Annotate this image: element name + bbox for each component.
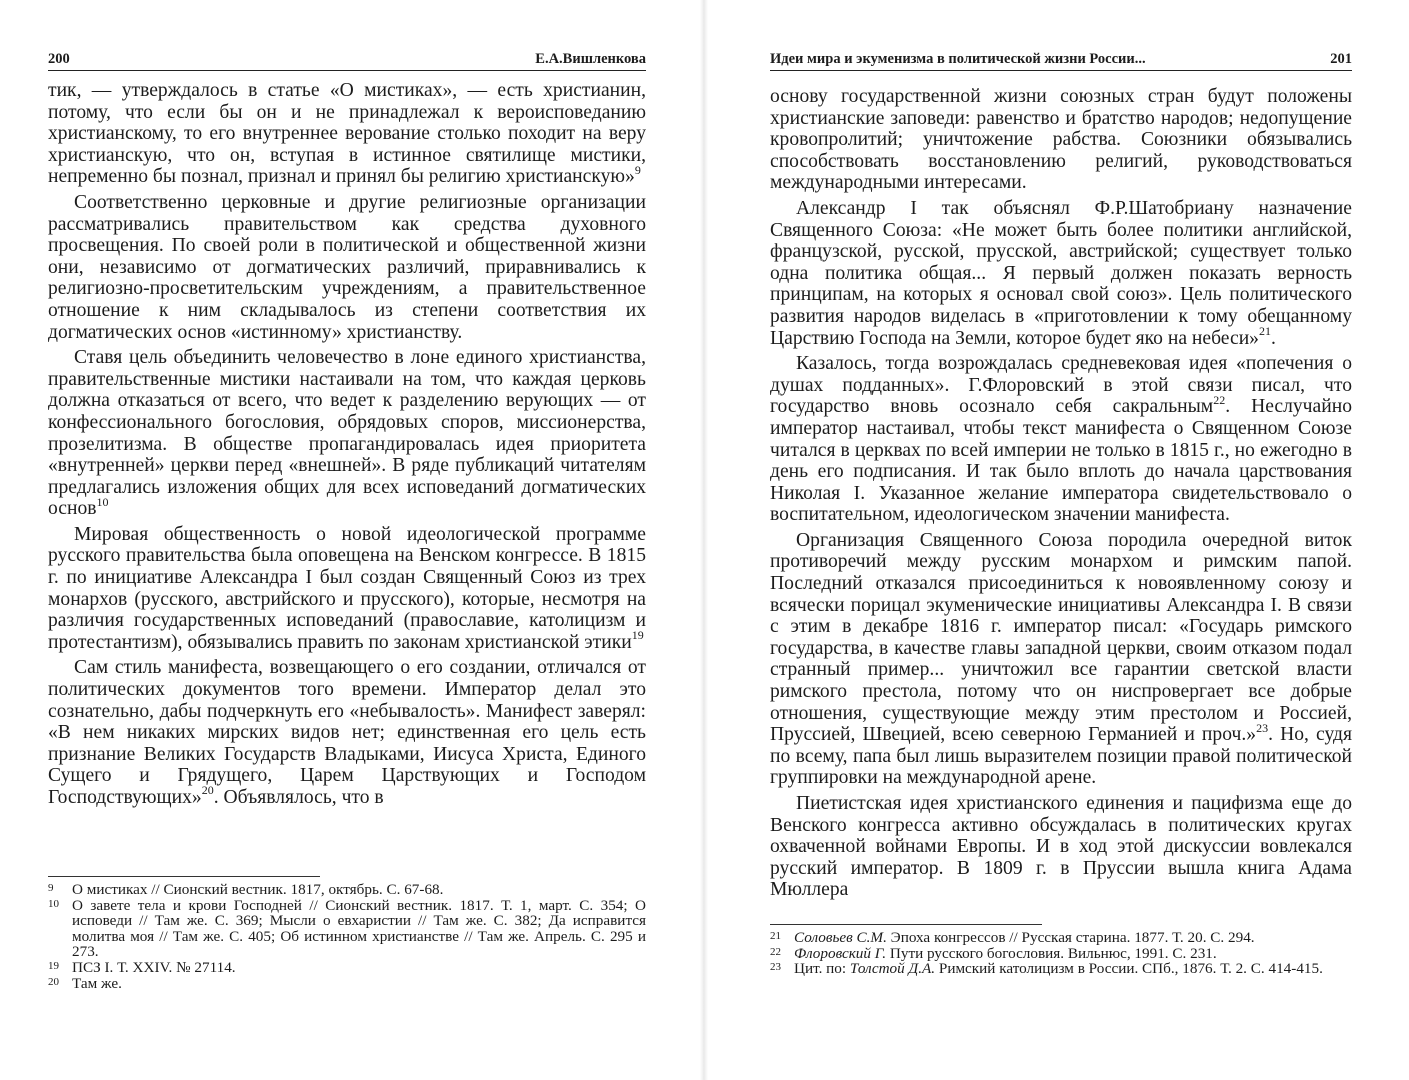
paragraph: Сам стиль манифеста, возвещающего о его создании, отличался от политических документов того времени. Император делал это сознательно, дабы подчеркнуть его «небывалость». Манифест заверял: «В нем никаких мирских видов нет; единственная его цель есть признание Великих Государств Владыками, Иисуса Христа, Единого Сущего и Грядущего, Царем Царствующих и Господом Господствующих»$^{20}$. Объявлялось, что в — [48, 657, 646, 808]
footnote-ref: 20 — [201, 783, 214, 798]
running-head-title: Идеи мира и экуменизма в политической жизни России... — [770, 51, 1146, 67]
left-running-head — [48, 48, 646, 71]
right-footnotes — [770, 930, 1352, 977]
footnote-ref: 9 — [634, 162, 641, 177]
running-head-author: Е.А.Вишленкова — [535, 51, 646, 67]
left-footnotes — [48, 882, 646, 991]
footnote-ref: 19 — [631, 628, 644, 643]
paragraph: тик, — утверждалось в статье «О мистиках», — есть христианин, потому, что если бы он и не принадлежал к вероисповеданию христианскому, то его внутреннее верование столько походит на веру христианскую, что он, вступая в истинное святилище мистики, непременно бы познал, признал и принял бы религию христианскую»$^9$ — [48, 80, 646, 188]
right-body-text — [770, 86, 1352, 901]
paragraph: Ставя цель объединить человечество в лоне единого христианства, правительственные мистики настаивали на том, что каждая церковь должна отказаться от всего, что ведет к разделению верующих — от конфессионального богословия, обрядовых споров, миссионерства, прозелитизма. В обществе пропагандировалась идея приоритета «внутренней» церкви перед «внешней». В ряде публикаций читателям предлагались изложения общих для всех исповеданий догматических основ$^{10}$ — [48, 347, 646, 520]
paragraph: Казалось, тогда возрождалась средневековая идея «попечения о душах подданных». Г.Флоровский в этой связи писал, что государство вновь осознало себя сакральным$^{22}$. Неслучайно император настаивал, чтобы текст манифеста о Священном Союзе читался в церквах по всей империи не только в 1815 г., но ежегодно в день его подписания. И так было вплоть до начала царствования Николая I. Указанное желание императора свидетельствовало о воспитательном, идеологическом значении манифеста. — [770, 353, 1352, 526]
page-number: 200 — [48, 51, 70, 67]
footnote: 9 О мистиках // Сионский вестник. 1817, октябрь. С. 67-68. — [48, 881, 444, 898]
paragraph: Соответственно церковные и другие религиозные организации рассматривались правительством как средства духовного просвещения. По своей роли в политической и общественной жизни они, независимо от догматических различий, приравнивались к религиозно-просветительским учреждениям, а правительственное отношение к ним складывалось из степени соответствия их догматических основ «истинному» христианству. — [48, 191, 646, 343]
left-body-text — [48, 80, 646, 809]
left-page — [48, 0, 646, 1080]
footnote-ref: 23 — [1256, 720, 1269, 735]
right-page — [770, 0, 1352, 1080]
page-number: 201 — [1330, 51, 1352, 67]
footnote-ref: 21 — [1258, 324, 1271, 338]
footnote-ref: 10 — [96, 494, 109, 509]
footnote-divider — [48, 876, 320, 877]
footnote-ref: 22 — [1213, 392, 1226, 407]
right-running-head — [770, 48, 1352, 71]
footnote: 10 О завете тела и крови Господней // Сионский вестник. 1817. Т. 1, март. С. 354; О исповеди // Там же. С. 369; Мысли о евхаристии // Там же. С. 382; Да исправится молитва моя // Там же. С. 405; Об истинном христианстве // Там же. Апрель. С. 295 и 273. — [48, 896, 646, 961]
footnote: 22 Флоровский Г. Пути русского богословия. Вильнюс, 1991. С. 231. — [770, 944, 1217, 962]
paragraph: Пиетистская идея христианского единения и пацифизма еще до Венского конгресса активно обсуждалась в политических кругах охваченной войнами Европы. И в ход этой дискуссии вовлекался русский император. В 1809 г. в Пруссии вышла книга Адама Мюллера — [770, 793, 1352, 901]
footnote: 20 Там же. — [48, 974, 122, 992]
footnote-divider — [770, 924, 1042, 925]
paragraph: Организация Священного Союза породила очередной виток противоречий между русским монархом и римским папой. Последний отказался присоединиться к новоявленному союзу и всячески порицал экуменические инициативы Александра I. В связи с этим в декабре 1816 г. император писал: «Государь римского государства, в качестве главы западной церкви, своим отказом подал странный пример... уничтожил все гарантии светской власти римского престола, потому что он ниспровергает все добрые отношения, существующие между этим престолом и Россией, Пруссией, Швецией, всею северною Германией и проч.»$^{23}$. Но, судя по всему, папа был лишь выразителем позиции правой политической группировки на международной арене. — [770, 529, 1352, 789]
paragraph: Мировая общественность о новой идеологической программе русского правительства была оповещена на Венском конгрессе. В 1815 г. по инициативе Александра I был создан Священный Союз из трех монархов (русского, австрийского и прусского), которые, несмотря на различия государственных исповеданий (православие, католицизм и протестантизм), обязывались править по законам христианской этики$^{19}$ — [48, 523, 646, 653]
book-gutter — [700, 0, 708, 1080]
footnote: 23 Цит. по: Толстой Д.А. Римский католицизм в России. СПб., 1876. Т. 2. С. 414-415. — [770, 960, 1323, 978]
paragraph: основу государственной жизни союзных стран будут положены христианские заповеди: равенство и братство народов; недопущение кровопролитий; уничтожение рабства. Союзники обязывались способствовать восстановлению религий, руководствоваться международными интересами. — [770, 86, 1352, 194]
footnote: 19 ПСЗ I. Т. XXIV. № 27114. — [48, 958, 236, 976]
footnote: 21 Соловьев С.М. Эпоха конгрессов // Русская старина. 1877. Т. 20. С. 294. — [770, 929, 1255, 946]
paragraph: Александр I так объяснял Ф.Р.Шатобриану назначение Священного Союза: «Не может быть более политики английской, французской, русской, прусской, австрийской; существует только одна политика общая... Я первый должен показать верность принципам, на которых я основал свой союз». Цель политического развития народов виделась в «приготовлении к тому обещанному Царствию Господа на Земли, которое будет яко на небеси»$^{21}$. — [770, 197, 1352, 349]
